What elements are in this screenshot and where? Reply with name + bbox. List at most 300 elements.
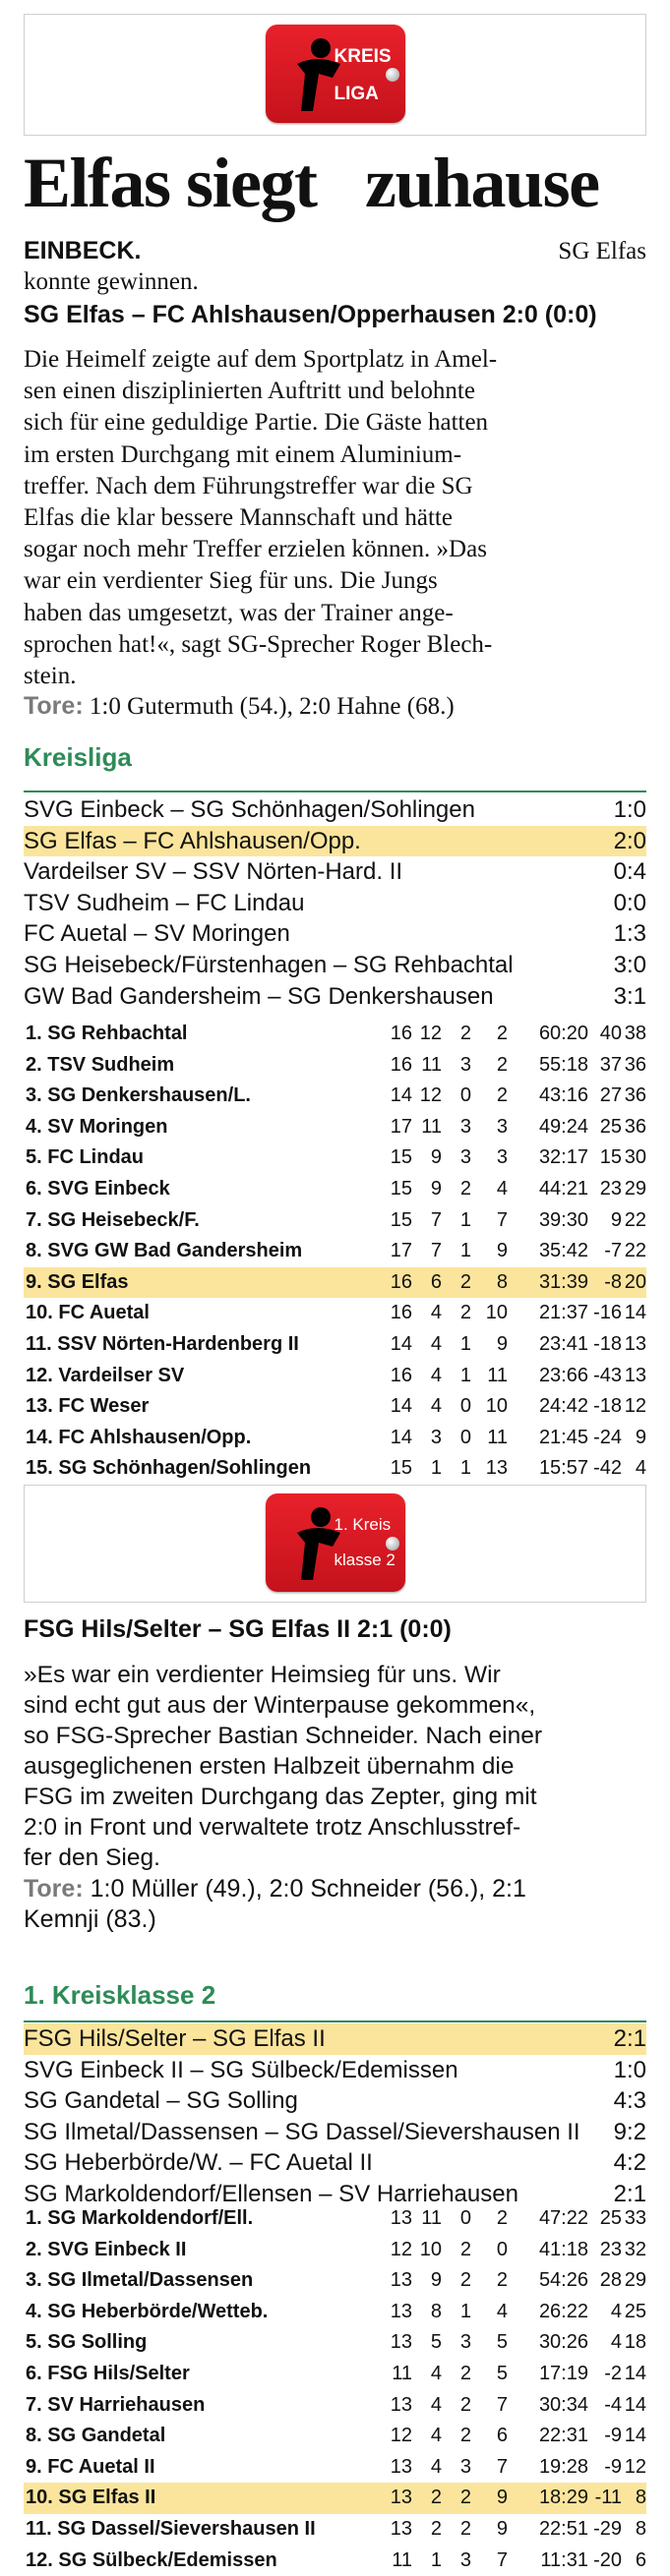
team-name: 15. SG Schönhagen/Sohlingen bbox=[26, 1457, 312, 1480]
team-name: 2. SVG Einbeck II bbox=[26, 2238, 187, 2260]
body-line: »Es war ein verdienter Heimsieg für uns. Wir bbox=[24, 1662, 501, 1688]
result-row bbox=[24, 950, 646, 981]
result-match: SVG Einbeck II – SG Sülbeck/Edemissen bbox=[24, 2056, 458, 2083]
cell-losses: 2 bbox=[496, 1023, 508, 1044]
dateline-place: EINBECK. bbox=[24, 237, 142, 264]
cell-draws: 2 bbox=[459, 2425, 471, 2447]
cell-goals: 32:17 bbox=[538, 1146, 588, 1169]
cell-diff: 37 bbox=[599, 1053, 622, 1076]
cell-losses: 7 bbox=[496, 2548, 508, 2571]
kreisklasse-rule bbox=[24, 2020, 646, 2022]
cell-diff: -18 bbox=[593, 1332, 622, 1355]
kreisliga-rule bbox=[24, 790, 646, 792]
cell-losses: 11 bbox=[487, 1426, 508, 1448]
cell-draws: 1 bbox=[459, 1457, 471, 1480]
table-row bbox=[24, 2327, 646, 2359]
cell-games: 14 bbox=[390, 1395, 412, 1418]
cell-goals: 19:28 bbox=[538, 2455, 588, 2478]
result-row bbox=[24, 826, 646, 857]
cell-losses: 10 bbox=[485, 1395, 508, 1418]
cell-losses: 5 bbox=[496, 2331, 508, 2354]
table-row bbox=[24, 2203, 646, 2235]
cell-wins: 12 bbox=[419, 1084, 442, 1107]
body-line: treffer. Nach dem Führungstreffer war die SG bbox=[24, 472, 473, 499]
team-name: 5. FC Lindau bbox=[26, 1146, 144, 1169]
table-row bbox=[24, 1081, 646, 1112]
table-row bbox=[24, 1361, 646, 1392]
cell-goals: 11:31 bbox=[540, 2548, 588, 2571]
team-name: 3. SG Ilmetal/Dassensen bbox=[26, 2269, 254, 2292]
cell-goals: 23:66 bbox=[538, 1364, 588, 1386]
ball-icon bbox=[386, 1537, 399, 1551]
cell-draws: 0 bbox=[459, 1426, 471, 1448]
cell-goals: 60:20 bbox=[538, 1023, 588, 1044]
cell-wins: 7 bbox=[430, 1208, 442, 1231]
match2-body bbox=[24, 1660, 646, 1873]
goals-text: 1:0 Gutermuth (54.), 2:0 Hahne (68.) bbox=[89, 693, 455, 720]
body-line: im ersten Durchgang mit einem Aluminium- bbox=[24, 440, 462, 468]
cell-wins: 4 bbox=[430, 2455, 442, 2478]
result-score: 1:3 bbox=[613, 920, 646, 948]
cell-points: 14 bbox=[624, 2393, 646, 2416]
cell-diff: -7 bbox=[604, 1240, 622, 1262]
result-row bbox=[24, 2085, 646, 2117]
result-match: TSV Sudheim – FC Lindau bbox=[24, 889, 305, 916]
table-row bbox=[24, 2235, 646, 2266]
cell-goals: 39:30 bbox=[538, 1208, 588, 1231]
cell-points: 6 bbox=[635, 2548, 646, 2571]
cell-losses: 0 bbox=[496, 2238, 508, 2260]
body-line: war ein verdienter Sieg für uns. Die Jungs bbox=[24, 567, 438, 595]
cell-games: 16 bbox=[390, 1302, 412, 1324]
team-name: 9. SG Elfas bbox=[26, 1270, 129, 1293]
cell-diff: 4 bbox=[610, 2331, 622, 2354]
table-row bbox=[24, 1142, 646, 1174]
result-score: 0:4 bbox=[613, 858, 646, 886]
cell-points: 9 bbox=[635, 1426, 646, 1448]
table-row bbox=[24, 2452, 646, 2484]
cell-games: 13 bbox=[390, 2269, 412, 2292]
cell-goals: 30:26 bbox=[538, 2331, 588, 2354]
cell-draws: 2 bbox=[459, 2517, 471, 2540]
team-name: 3. SG Denkershausen/L. bbox=[26, 1084, 251, 1107]
logo-line1: KREIS bbox=[334, 46, 392, 67]
result-row bbox=[24, 856, 646, 888]
cell-draws: 1 bbox=[459, 1240, 471, 1262]
cell-draws: 1 bbox=[459, 1332, 471, 1355]
cell-draws: 2 bbox=[459, 2487, 471, 2509]
cell-points: 38 bbox=[624, 1023, 646, 1044]
team-name: 11. SG Dassel/Sievershausen II bbox=[26, 2517, 316, 2540]
cell-draws: 2 bbox=[459, 1023, 471, 1044]
cell-goals: 47:22 bbox=[538, 2207, 588, 2229]
cell-diff: -24 bbox=[593, 1426, 622, 1448]
team-name: 12. SG Sülbeck/Edemissen bbox=[26, 2548, 277, 2571]
cell-games: 16 bbox=[390, 1270, 412, 1293]
ball-icon bbox=[386, 68, 399, 82]
cell-losses: 2 bbox=[496, 1053, 508, 1076]
cell-goals: 15:57 bbox=[538, 1457, 588, 1480]
goals-text-line1: 1:0 Müller (49.), 2:0 Schneider (56.), 2:1 bbox=[90, 1875, 526, 1903]
cell-goals: 17:19 bbox=[538, 2362, 588, 2384]
team-name: 6. SVG Einbeck bbox=[26, 1177, 170, 1200]
body-line: FSG im zweiten Durchgang das Zepter, ging mit bbox=[24, 1784, 537, 1810]
cell-goals: 21:37 bbox=[538, 1302, 588, 1324]
logo2-line2: klasse 2 bbox=[334, 1551, 396, 1569]
cell-draws: 0 bbox=[459, 2207, 471, 2229]
cell-losses: 2 bbox=[496, 2269, 508, 2292]
result-score: 4:3 bbox=[613, 2087, 646, 2115]
cell-losses: 9 bbox=[496, 2517, 508, 2540]
cell-diff: -43 bbox=[593, 1364, 622, 1386]
cell-diff: 28 bbox=[599, 2269, 622, 2292]
cell-points: 18 bbox=[624, 2331, 646, 2354]
cell-draws: 2 bbox=[459, 1302, 471, 1324]
table-row bbox=[24, 1236, 646, 1267]
result-score: 2:0 bbox=[613, 827, 646, 854]
result-row bbox=[24, 888, 646, 919]
cell-goals: 43:16 bbox=[538, 1084, 588, 1107]
cell-wins: 2 bbox=[430, 2487, 442, 2509]
cell-losses: 4 bbox=[496, 2300, 508, 2322]
cell-goals: 55:18 bbox=[538, 1053, 588, 1076]
cell-wins: 1 bbox=[430, 1457, 442, 1480]
cell-diff: -16 bbox=[593, 1302, 622, 1324]
cell-diff: 23 bbox=[599, 1177, 622, 1200]
cell-points: 25 bbox=[624, 2300, 646, 2322]
kreisklasse-table bbox=[24, 2203, 646, 2576]
cell-games: 17 bbox=[390, 1240, 412, 1262]
body-line: stein. bbox=[24, 663, 77, 690]
match1-body bbox=[24, 344, 646, 692]
cell-games: 12 bbox=[390, 2425, 412, 2447]
logo-line2: LIGA bbox=[334, 84, 379, 104]
body-line: sprochen hat!«, sagt SG-Sprecher Roger Blech- bbox=[24, 630, 493, 658]
body-line: Die Heimelf zeigte auf dem Sportplatz in Amel- bbox=[24, 346, 498, 373]
cell-draws: 2 bbox=[459, 1177, 471, 1200]
cell-diff: 23 bbox=[599, 2238, 622, 2260]
cell-wins: 2 bbox=[430, 2517, 442, 2540]
result-match: SVG Einbeck – SG Schönhagen/Sohlingen bbox=[24, 796, 475, 823]
goals-label: Tore: bbox=[24, 692, 84, 720]
result-score: 9:2 bbox=[613, 2118, 646, 2145]
cell-points: 33 bbox=[624, 2207, 646, 2229]
cell-wins: 4 bbox=[430, 2362, 442, 2384]
cell-wins: 9 bbox=[430, 1146, 442, 1169]
team-name: 8. SVG GW Bad Gandersheim bbox=[26, 1240, 303, 1262]
cell-points: 8 bbox=[635, 2487, 646, 2509]
kreisliga-title: Kreisliga bbox=[24, 742, 132, 772]
cell-draws: 0 bbox=[459, 1395, 471, 1418]
table-row bbox=[24, 1205, 646, 1237]
table-row bbox=[24, 1453, 646, 1485]
team-name: 10. SG Elfas II bbox=[26, 2487, 156, 2509]
cell-losses: 3 bbox=[496, 1146, 508, 1169]
cell-games: 13 bbox=[390, 2517, 412, 2540]
cell-wins: 9 bbox=[430, 2269, 442, 2292]
cell-games: 13 bbox=[390, 2487, 412, 2509]
team-name: 1. SG Rehbachtal bbox=[26, 1023, 188, 1044]
cell-losses: 7 bbox=[496, 1208, 508, 1231]
cell-diff: -18 bbox=[593, 1395, 622, 1418]
cell-diff: 4 bbox=[610, 2300, 622, 2322]
result-score: 1:0 bbox=[613, 796, 646, 823]
cell-games: 13 bbox=[390, 2393, 412, 2416]
result-match: FC Auetal – SV Moringen bbox=[24, 920, 290, 948]
cell-goals: 22:31 bbox=[538, 2425, 588, 2447]
cell-draws: 3 bbox=[459, 1115, 471, 1138]
kreisliga-results bbox=[24, 794, 646, 1012]
table-row bbox=[24, 2359, 646, 2390]
result-score: 4:2 bbox=[613, 2149, 646, 2177]
cell-losses: 13 bbox=[485, 1457, 508, 1480]
cell-draws: 2 bbox=[459, 2269, 471, 2292]
cell-points: 13 bbox=[624, 1332, 646, 1355]
table-row bbox=[24, 1298, 646, 1329]
kreisliga-logo bbox=[266, 25, 405, 123]
table-row bbox=[24, 2297, 646, 2328]
cell-draws: 3 bbox=[459, 2331, 471, 2354]
cell-games: 13 bbox=[390, 2455, 412, 2478]
team-name: 1. SG Markoldendorf/Ell. bbox=[26, 2207, 254, 2229]
cell-wins: 4 bbox=[430, 1395, 442, 1418]
body-line: sogar noch mehr Treffer erzielen können. »Das bbox=[24, 536, 487, 563]
cell-points: 8 bbox=[635, 2517, 646, 2540]
result-match: SG Ilmetal/Dassensen – SG Dassel/Sievershausen II bbox=[24, 2118, 580, 2145]
cell-draws: 1 bbox=[459, 1208, 471, 1231]
cell-points: 22 bbox=[624, 1208, 646, 1231]
cell-games: 13 bbox=[390, 2300, 412, 2322]
cell-points: 14 bbox=[624, 2425, 646, 2447]
cell-losses: 9 bbox=[496, 1332, 508, 1355]
cell-losses: 11 bbox=[487, 1364, 508, 1386]
cell-wins: 4 bbox=[430, 1364, 442, 1386]
cell-diff: 9 bbox=[610, 1208, 622, 1231]
kreisklasse-results bbox=[24, 2023, 646, 2210]
cell-draws: 2 bbox=[459, 1270, 471, 1293]
cell-points: 12 bbox=[624, 2455, 646, 2478]
table-row bbox=[24, 2546, 646, 2576]
body-line: Elfas die klar bessere Mannschaft und hätte bbox=[24, 504, 453, 532]
result-match: Vardeilser SV – SSV Nörten-Hard. II bbox=[24, 858, 403, 886]
cell-goals: 35:42 bbox=[538, 1240, 588, 1262]
cell-losses: 5 bbox=[496, 2362, 508, 2384]
cell-wins: 11 bbox=[421, 1115, 442, 1138]
table-row bbox=[24, 2514, 646, 2546]
match1-goals bbox=[24, 691, 646, 722]
body-line: so FSG-Sprecher Bastian Schneider. Nach einer bbox=[24, 1723, 543, 1749]
cell-losses: 6 bbox=[496, 2425, 508, 2447]
body-line: 2:0 in Front und verwaltete trotz Anschlusstref- bbox=[24, 1814, 521, 1841]
cell-wins: 5 bbox=[430, 2331, 442, 2354]
table-row bbox=[24, 2265, 646, 2297]
cell-draws: 2 bbox=[459, 2362, 471, 2384]
cell-games: 11 bbox=[392, 2548, 412, 2571]
cell-goals: 49:24 bbox=[538, 1115, 588, 1138]
cell-wins: 3 bbox=[430, 1426, 442, 1448]
result-row bbox=[24, 2147, 646, 2179]
team-name: 7. SG Heisebeck/F. bbox=[26, 1208, 200, 1231]
cell-losses: 7 bbox=[496, 2455, 508, 2478]
cell-wins: 1 bbox=[430, 2548, 442, 2571]
kreisklasse-title: 1. Kreisklasse 2 bbox=[24, 1980, 216, 2010]
cell-draws: 3 bbox=[459, 1053, 471, 1076]
table-row bbox=[24, 1267, 646, 1299]
team-name: 6. FSG Hils/Selter bbox=[26, 2362, 190, 2384]
cell-goals: 24:42 bbox=[538, 1395, 588, 1418]
cell-wins: 4 bbox=[430, 1302, 442, 1324]
cell-draws: 1 bbox=[459, 2300, 471, 2322]
result-row bbox=[24, 981, 646, 1013]
cell-games: 15 bbox=[390, 1457, 412, 1480]
team-name: 5. SG Solling bbox=[26, 2331, 148, 2354]
dateline-line2: konnte gewinnen. bbox=[24, 268, 199, 295]
body-line: ausgeglichenen ersten Halbzeit übernahm die bbox=[24, 1753, 515, 1780]
cell-games: 16 bbox=[390, 1023, 412, 1044]
cell-diff: -9 bbox=[604, 2455, 622, 2478]
cell-games: 12 bbox=[390, 2238, 412, 2260]
goals-text-line2: Kemnji (83.) bbox=[24, 1905, 156, 1933]
cell-games: 17 bbox=[390, 1115, 412, 1138]
table-row bbox=[24, 1019, 646, 1050]
cell-points: 14 bbox=[624, 2362, 646, 2384]
logo2-line1: 1. Kreis bbox=[334, 1515, 392, 1534]
cell-wins: 6 bbox=[430, 1270, 442, 1293]
table-row bbox=[24, 1391, 646, 1423]
team-name: 12. Vardeilser SV bbox=[26, 1364, 185, 1386]
cell-points: 22 bbox=[624, 1240, 646, 1262]
cell-losses: 2 bbox=[496, 1084, 508, 1107]
cell-wins: 4 bbox=[430, 2393, 442, 2416]
result-row bbox=[24, 918, 646, 950]
result-score: 1:0 bbox=[613, 2056, 646, 2083]
cell-wins: 9 bbox=[430, 1177, 442, 1200]
cell-draws: 1 bbox=[459, 1364, 471, 1386]
cell-games: 15 bbox=[390, 1146, 412, 1169]
dateline bbox=[24, 236, 646, 297]
cell-games: 13 bbox=[390, 2331, 412, 2354]
team-name: 4. SV Moringen bbox=[26, 1115, 168, 1138]
headline: Elfas siegt zuhause bbox=[24, 144, 599, 222]
cell-games: 14 bbox=[390, 1084, 412, 1107]
cell-losses: 3 bbox=[496, 1115, 508, 1138]
result-row bbox=[24, 2117, 646, 2148]
cell-goals: 26:22 bbox=[538, 2300, 588, 2322]
cell-games: 15 bbox=[390, 1177, 412, 1200]
cell-points: 32 bbox=[624, 2238, 646, 2260]
cell-wins: 11 bbox=[421, 1053, 442, 1076]
cell-diff: 25 bbox=[599, 2207, 622, 2229]
cell-wins: 11 bbox=[421, 2207, 442, 2229]
result-score: 2:1 bbox=[613, 2180, 646, 2207]
cell-points: 36 bbox=[624, 1115, 646, 1138]
table-row bbox=[24, 1329, 646, 1361]
team-name: 10. FC Auetal bbox=[26, 1302, 150, 1324]
match2-goals bbox=[24, 1874, 646, 1935]
result-score: 0:0 bbox=[613, 889, 646, 916]
table-row bbox=[24, 1423, 646, 1454]
cell-diff: -11 bbox=[594, 2487, 622, 2509]
team-name: 13. FC Weser bbox=[26, 1395, 150, 1418]
result-score: 2:1 bbox=[613, 2025, 646, 2052]
cell-diff: 40 bbox=[599, 1023, 622, 1044]
cell-goals: 54:26 bbox=[538, 2269, 588, 2292]
result-row bbox=[24, 2023, 646, 2055]
cell-points: 14 bbox=[624, 1302, 646, 1324]
cell-diff: 27 bbox=[599, 1084, 622, 1107]
body-line: sich für eine geduldige Partie. Die Gäste hatten bbox=[24, 409, 489, 437]
cell-wins: 7 bbox=[430, 1240, 442, 1262]
cell-goals: 41:18 bbox=[538, 2238, 588, 2260]
cell-points: 13 bbox=[624, 1364, 646, 1386]
body-line: haben das umgesetzt, was der Trainer ange- bbox=[24, 599, 454, 626]
body-line: sind echt gut aus der Winterpause gekommen«, bbox=[24, 1692, 536, 1719]
team-name: 14. FC Ahlshausen/Opp. bbox=[26, 1426, 252, 1448]
cell-draws: 3 bbox=[459, 1146, 471, 1169]
cell-losses: 2 bbox=[496, 2207, 508, 2229]
cell-goals: 30:34 bbox=[538, 2393, 588, 2416]
cell-goals: 18:29 bbox=[538, 2487, 588, 2509]
cell-games: 14 bbox=[390, 1426, 412, 1448]
cell-wins: 8 bbox=[430, 2300, 442, 2322]
cell-draws: 2 bbox=[459, 2393, 471, 2416]
cell-points: 36 bbox=[624, 1084, 646, 1107]
cell-diff: -9 bbox=[604, 2425, 622, 2447]
result-match: SG Elfas – FC Ahlshausen/Opp. bbox=[24, 827, 361, 854]
result-match: SG Heisebeck/Fürstenhagen – SG Rehbachtal bbox=[24, 951, 514, 978]
cell-diff: -2 bbox=[604, 2362, 622, 2384]
match1-title: SG Elfas – FC Ahlshausen/Opperhausen 2:0 (0:0) bbox=[24, 301, 597, 328]
team-name: 11. SSV Nörten-Hardenberg II bbox=[26, 1332, 299, 1355]
cell-points: 12 bbox=[624, 1395, 646, 1418]
cell-diff: -8 bbox=[604, 1270, 622, 1293]
result-match: SG Markoldendorf/Ellensen – SV Harriehausen bbox=[24, 2180, 518, 2207]
cell-goals: 23:41 bbox=[538, 1332, 588, 1355]
cell-goals: 44:21 bbox=[538, 1177, 588, 1200]
cell-losses: 8 bbox=[496, 1270, 508, 1293]
cell-games: 16 bbox=[390, 1364, 412, 1386]
cell-games: 15 bbox=[390, 1208, 412, 1231]
result-row bbox=[24, 794, 646, 826]
cell-draws: 3 bbox=[459, 2548, 471, 2571]
cell-draws: 0 bbox=[459, 1084, 471, 1107]
result-match: FSG Hils/Selter – SG Elfas II bbox=[24, 2025, 326, 2052]
result-match: SG Heberbörde/W. – FC Auetal II bbox=[24, 2149, 373, 2177]
cell-games: 14 bbox=[390, 1332, 412, 1355]
cell-points: 36 bbox=[624, 1053, 646, 1076]
team-name: 9. FC Auetal II bbox=[26, 2455, 155, 2478]
body-line: fer den Sieg. bbox=[24, 1844, 160, 1871]
cell-points: 29 bbox=[624, 2269, 646, 2292]
cell-losses: 9 bbox=[496, 1240, 508, 1262]
cell-points: 4 bbox=[635, 1457, 646, 1480]
body-line: sen einen disziplinierten Auftritt und belohnte bbox=[24, 378, 475, 405]
table-row bbox=[24, 1174, 646, 1205]
match2-title: FSG Hils/Selter – SG Elfas II 2:1 (0:0) bbox=[24, 1615, 452, 1643]
result-match: GW Bad Gandersheim – SG Denkershausen bbox=[24, 982, 494, 1010]
result-score: 3:1 bbox=[613, 982, 646, 1010]
cell-losses: 4 bbox=[496, 1177, 508, 1200]
cell-diff: 15 bbox=[599, 1146, 622, 1169]
result-score: 3:0 bbox=[613, 951, 646, 978]
team-name: 4. SG Heberbörde/Wetteb. bbox=[26, 2300, 269, 2322]
goals-label: Tore: bbox=[24, 1875, 84, 1903]
cell-wins: 4 bbox=[430, 1332, 442, 1355]
cell-losses: 7 bbox=[496, 2393, 508, 2416]
kreisliga-logo-box bbox=[24, 14, 646, 136]
cell-wins: 10 bbox=[419, 2238, 442, 2260]
team-name: 2. TSV Sudheim bbox=[26, 1053, 175, 1076]
